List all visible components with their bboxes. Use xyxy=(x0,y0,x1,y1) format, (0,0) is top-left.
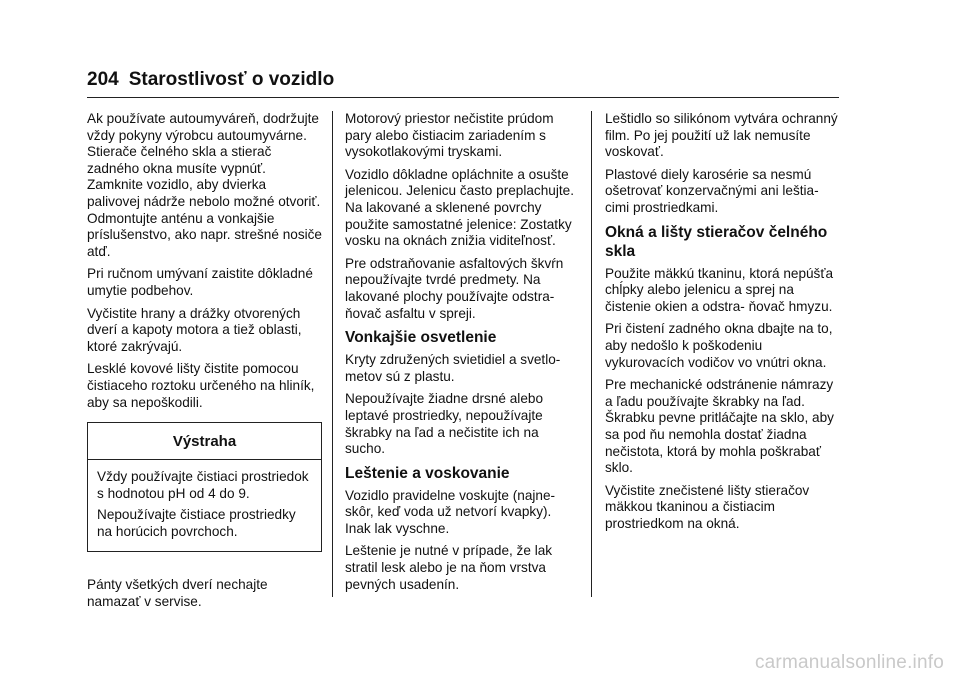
column-2 xyxy=(345,111,580,599)
page-title: Starostlivosť o vozidlo xyxy=(128,69,335,90)
paragraph-light-covers: Kryty združených svietidiel a svetlo- metov sú z plastu. xyxy=(345,352,561,384)
heading-windows-wipers: Okná a lišty stieračov čelného skla xyxy=(605,223,828,260)
page-header xyxy=(87,68,334,92)
paragraph-rear-window: Pri čistení zadného okna dbajte na to, aby nedošlo k poškodeniu vykurovacích vodičov vo vnútri okna. xyxy=(605,321,833,370)
paragraph-ice-scrapers: Pre mechanické odstránenie námrazy a ľadu používajte škrabky na ľad. Škrabku pevne pritláčajte na sklo, aby sa pod ňu nemohla dostať žiadna nečistota, ktorá by mohla poškrabať sklo. xyxy=(605,377,834,476)
paragraph-waxing: Vozidlo pravidelne voskujte (najne- skôr, keď voda už netvorí kvapky). Inak lak vyschne. xyxy=(345,487,556,536)
warning-box xyxy=(87,422,322,552)
paragraph-manual-wash: Pri ručnom umývaní zaistite dôkladné umytie podbehov. xyxy=(87,266,313,298)
paragraph-car-wash: Ak používate autoumyváreň, dodržujte vždy pokyny výrobcu autoumyvárne. Stierače čelného skla a stierač zadného okna musíte vypnúť. Zamknite vozidlo, aby dvierka palivovej nádrže nebolo možné otvoriť. Odmontujte anténu a vonkajšie príslušenstvo, ako napr. strešné nosiče atď. xyxy=(87,111,322,259)
paragraph-polishing: Leštenie je nutné v prípade, že lak stratil lesk alebo je na ňom vrstva pevných usadenín. xyxy=(345,543,553,592)
page-number: 204 xyxy=(87,69,119,90)
warning-paragraph-hot-surfaces: Nepoužívajte čistiace prostriedky na horúcich povrchoch. xyxy=(97,507,296,539)
paragraph-metal-trim: Lesklé kovové lišty čistite pomocou čistiaceho roztoku určeného na hliník, aby sa nepoškodili. xyxy=(87,361,315,410)
column-divider-1 xyxy=(332,111,333,597)
watermark: carmanualsonline.info xyxy=(754,652,944,673)
paragraph-soft-cloth: Použite mäkkú tkaninu, ktorá nepúšťa chĺpky alebo jelenicu a sprej na čistenie okien a odstra- ňovač hmyzu. xyxy=(605,265,834,314)
heading-polishing-waxing: Leštenie a voskovanie xyxy=(345,464,510,482)
paragraph-door-edges: Vyčistite hrany a drážky otvorených dverí a kapoty motora a tiež oblasti, ktoré zakrývajú. xyxy=(87,305,302,354)
heading-exterior-lights: Vonkajšie osvetlenie xyxy=(345,329,497,347)
header-rule xyxy=(87,97,839,98)
paragraph-tar-removal: Pre odstraňovanie asfaltových škvŕn nepoužívajte tvrdé predmety. Na lakované plochy používajte odstra- ňovač asfaltu v spreji. xyxy=(345,255,564,321)
column-divider-2 xyxy=(591,111,592,597)
paragraph-rinse-dry: Vozidlo dôkladne opláchnite a osušte jelenicou. Jelenicu často preplachujte. Na lakované a sklenené povrchy použite samostatné jelenice: Zostatky vosku na oknách znižia viditeľnosť. xyxy=(345,166,574,249)
column-3 xyxy=(605,111,843,538)
paragraph-engine-bay: Motorový priestor nečistite prúdom pary alebo čistiacim zariadením s vysokotlakovými tryskami. xyxy=(345,111,554,160)
paragraph-no-abrasives: Nepoužívajte žiadne drsné alebo leptavé prostriedky, nepoužívajte škrabky na ľad a nečistite ich na sucho. xyxy=(345,391,543,457)
warning-paragraph-ph: Vždy používajte čistiaci prostriedok s hodnotou pH od 4 do 9. xyxy=(97,469,309,501)
warning-body xyxy=(88,460,321,551)
paragraph-plastic-parts: Plastové diely karosérie sa nesmú ošetrovať konzervačnými ani leštia- cimi prostriedkami. xyxy=(605,166,819,215)
column-1 xyxy=(87,111,322,617)
paragraph-silicone-polish: Leštidlo so silikónom vytvára ochranný film. Po jej použití už lak nemusíte voskovať. xyxy=(605,111,838,160)
paragraph-door-hinges: Pánty všetkých dverí nechajte namazať v servise. xyxy=(87,577,268,610)
paragraph-wiper-blades: Vyčistite znečistené lišty stieračov mäkkou tkaninou a čistiacim prostriedkom na okná. xyxy=(605,482,810,531)
warning-title: Výstraha xyxy=(88,423,321,460)
